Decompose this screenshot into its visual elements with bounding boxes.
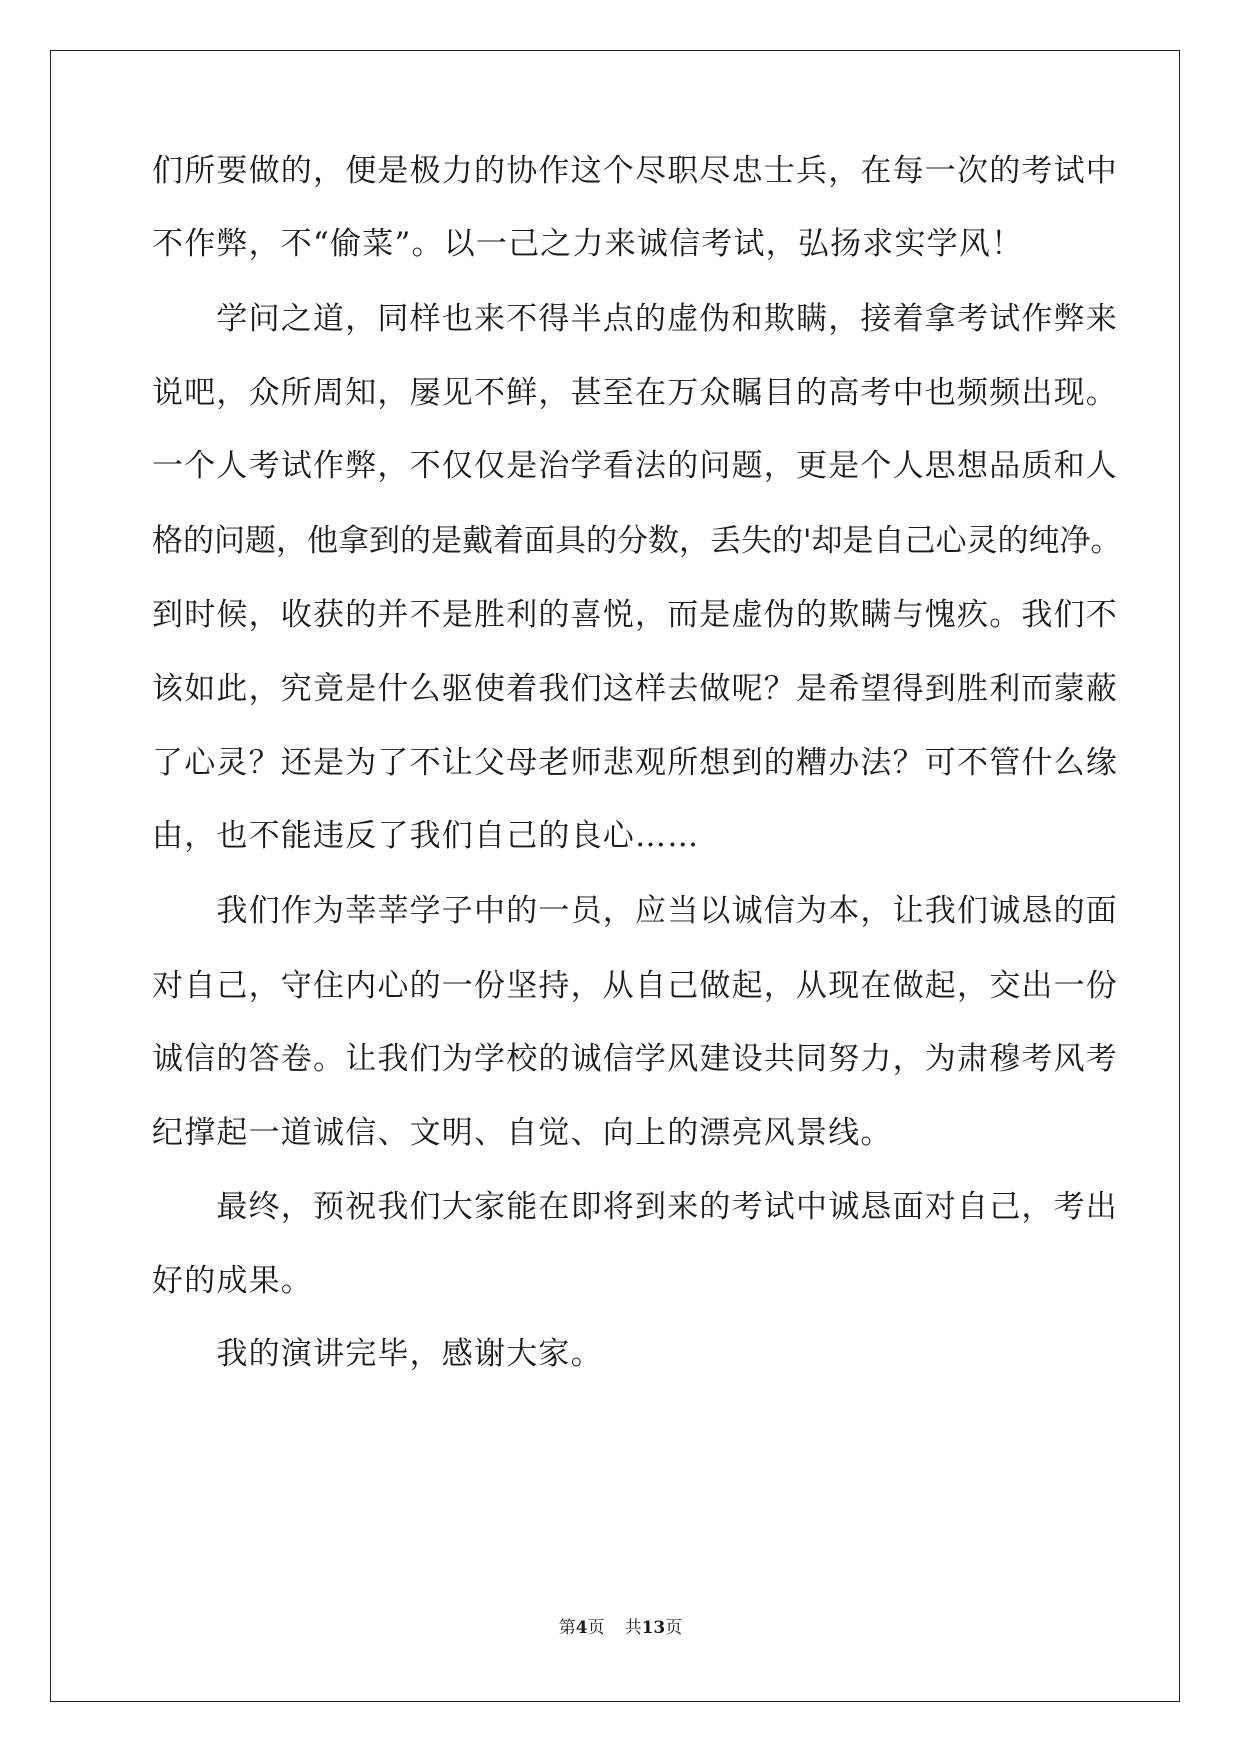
total-prefix: 共: [624, 1618, 642, 1638]
page-suffix: 页: [587, 1618, 605, 1638]
page-prefix: 第: [558, 1618, 576, 1638]
text-line: 学问之道，同样也来不得半点的虚伪和欺瞒，接着拿考试作弊来: [152, 301, 1118, 337]
text-line: 我们作为莘莘学子中的一员，应当以诚信为本，让我们诚恳的面: [152, 893, 1118, 929]
text-line: 我的演讲完毕，感谢大家。: [152, 1336, 603, 1372]
text-line: 们所要做的，便是极力的协作这个尽职尽忠士兵，在每一次的考试中: [152, 153, 1118, 189]
text-line: 对自己，守住内心的一份坚持，从自己做起，从现在做起，交出一份: [152, 968, 1118, 1004]
text-line: 了心灵？还是为了不让父母老师悲观所想到的糟办法？可不管什么缘: [152, 745, 1118, 781]
text-line: 不作弊，不“偷菜”。以一己之力来诚信考试，弘扬求实学风！: [152, 226, 1024, 262]
text-line: 到时候，收获的并不是胜利的喜悦，而是虚伪的欺瞒与愧疚。我们不: [152, 597, 1118, 633]
page-border: [50, 50, 1180, 1702]
text-line: 一个人考试作弊，不仅仅是治学看法的问题，更是个人思想品质和人: [152, 448, 1118, 484]
text-line: 说吧，众所周知，屡见不鲜，甚至在万众瞩目的高考中也频频出现。: [152, 375, 1118, 411]
page-footer: [0, 1617, 1241, 1639]
text-line: 由，也不能违反了我们自己的良心……: [152, 818, 700, 854]
total-suffix: 页: [665, 1618, 683, 1638]
page-total: 13: [641, 1618, 666, 1638]
text-line: 诚信的答卷。让我们为学校的诚信学风建设共同努力，为肃穆考风考: [152, 1041, 1118, 1077]
text-line: 纪撑起一道诚信、文明、自觉、向上的漂亮风景线。: [152, 1115, 893, 1151]
page-current: 4: [575, 1618, 588, 1638]
text-line: 最终，预祝我们大家能在即将到来的考试中诚恳面对自己，考出: [152, 1189, 1118, 1225]
text-line: 格的问题，他拿到的是戴着面具的分数，丢失的'却是自己心灵的纯净。: [152, 523, 1122, 559]
text-line: 好的成果。: [152, 1263, 313, 1299]
text-line: 该如此，究竟是什么驱使着我们这样去做呢？是希望得到胜利而蒙蔽: [152, 671, 1118, 707]
